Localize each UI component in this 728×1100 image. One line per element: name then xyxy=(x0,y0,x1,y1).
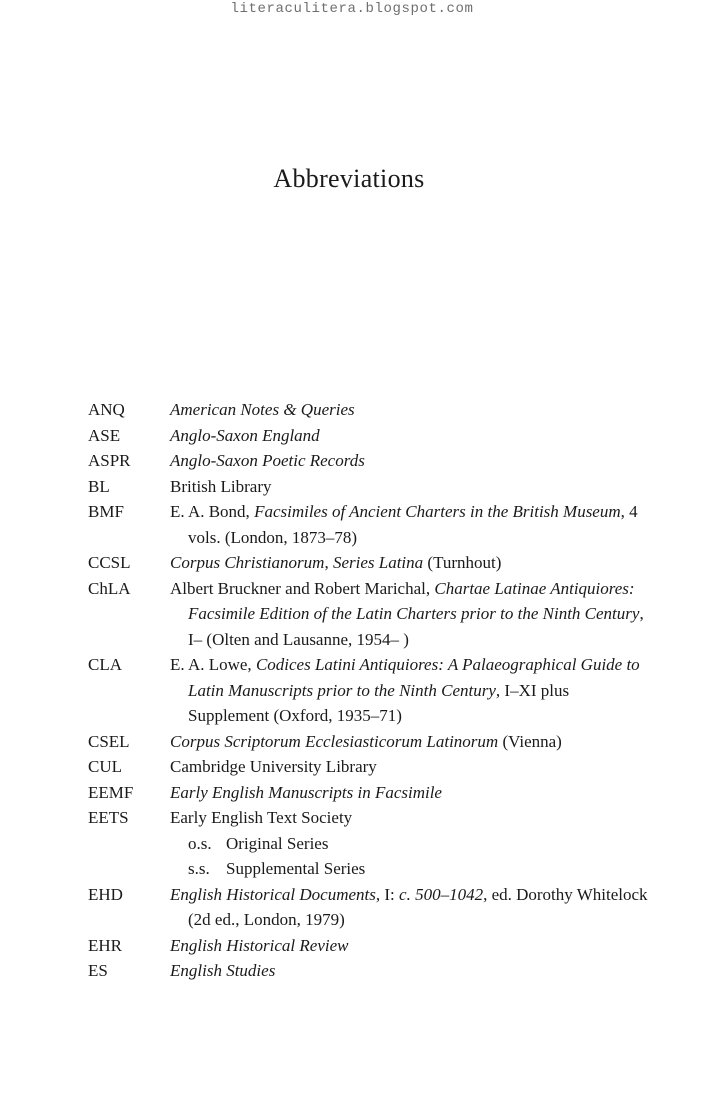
sub-entry-label: Supplemental Series xyxy=(226,859,366,878)
sub-entry xyxy=(88,831,648,857)
abbreviation-definition xyxy=(170,499,648,550)
abbreviation-entry xyxy=(88,754,648,780)
abbreviation-definition xyxy=(170,958,648,984)
abbreviation-code: CUL xyxy=(88,757,122,776)
abbreviation-code: BL xyxy=(88,476,110,496)
abbreviation-definition xyxy=(170,397,648,423)
abbreviation-entry xyxy=(88,499,648,550)
definition-italic-text: Codices Latini Antiquiores: A Palaeographical Guide to Latin Manuscripts prior to the Ninth Century xyxy=(188,655,640,700)
definition-text: , 4 vols. (London, 1873–78) xyxy=(188,502,638,547)
abbreviation-code: EHR xyxy=(88,935,122,955)
abbreviation-definition xyxy=(170,448,648,474)
definition-text: , I: xyxy=(375,884,400,904)
abbreviation-entry xyxy=(88,729,648,755)
abbreviation-definition xyxy=(170,805,648,831)
abbreviation-definition xyxy=(170,550,648,576)
definition-italic-text: Corpus Christianorum xyxy=(170,553,325,572)
abbreviation-code: EHD xyxy=(88,884,123,904)
abbreviation-definition xyxy=(170,754,648,780)
abbreviation-code: CSEL xyxy=(88,731,130,751)
abbreviation-entry xyxy=(88,397,648,423)
definition-italic-text: Anglo-Saxon England xyxy=(170,425,320,445)
abbreviation-entry xyxy=(88,550,648,576)
abbreviation-entry xyxy=(88,958,648,984)
abbreviation-definition xyxy=(170,933,648,959)
definition-italic-text: Facsimiles of Ancient Charters in the British Museum xyxy=(254,502,621,521)
definition-text: , ed. Dorothy Whitelock (2d ed., London, 1979) xyxy=(188,884,648,929)
abbreviation-entry xyxy=(88,805,648,831)
definition-text: Early English Text Society xyxy=(170,808,353,827)
abbreviation-definition xyxy=(170,729,648,755)
abbreviation-code: ANQ xyxy=(88,400,125,419)
page-title: Abbreviations xyxy=(273,164,425,193)
abbreviation-code: ASE xyxy=(88,425,121,445)
definition-italic-text: Early English Manuscripts in Facsimile xyxy=(170,782,442,802)
abbreviation-definition xyxy=(170,652,648,729)
definition-text: (Vienna) xyxy=(498,731,562,751)
definition-text: British Library xyxy=(170,476,272,496)
abbreviation-list xyxy=(88,397,648,984)
definition-text: E. A. Bond, xyxy=(170,502,255,521)
abbreviation-code: ASPR xyxy=(88,451,131,470)
definition-text: Cambridge University Library xyxy=(170,757,377,776)
abbreviation-definition xyxy=(170,780,648,806)
definition-text: E. A. Lowe, xyxy=(170,655,256,674)
definition-text: Albert Bruckner and Robert Marichal, xyxy=(170,578,435,598)
abbreviation-definition xyxy=(170,882,648,933)
definition-italic-text: English Studies xyxy=(170,961,276,980)
abbreviation-definition xyxy=(170,576,648,653)
definition-italic-text: c. 500–1042 xyxy=(399,884,484,904)
definition-italic-text: Chartae Latinae Antiquiores: Facsimile Edition of the Latin Charters prior to the Ninth Century xyxy=(188,578,640,623)
definition-italic-text: English Historical Review xyxy=(170,935,349,955)
abbreviation-entry xyxy=(88,474,648,500)
sub-entry-code: s.s. xyxy=(188,859,210,878)
sub-entry-code: o.s. xyxy=(188,833,212,853)
sub-entry xyxy=(88,856,648,882)
abbreviation-code: CCSL xyxy=(88,553,131,572)
definition-text: , xyxy=(324,553,333,572)
abbreviation-entry xyxy=(88,448,648,474)
abbreviation-entry xyxy=(88,882,648,933)
abbreviation-code: CLA xyxy=(88,655,122,674)
abbreviation-entry xyxy=(88,780,648,806)
abbreviation-entry xyxy=(88,576,648,653)
definition-italic-text: English Historical Documents xyxy=(170,884,376,904)
abbreviation-code: BMF xyxy=(88,502,124,521)
watermark-url: literaculitera.blogspot.com xyxy=(230,1,474,17)
abbreviation-entry xyxy=(88,652,648,729)
definition-italic-text: Series Latina xyxy=(332,553,424,572)
definition-italic-text: Anglo-Saxon Poetic Records xyxy=(170,451,365,470)
abbreviation-definition xyxy=(170,423,648,449)
definition-italic-text: American Notes & Queries xyxy=(170,400,355,419)
abbreviation-entry xyxy=(88,423,648,449)
abbreviation-code: EETS xyxy=(88,808,129,827)
abbreviation-code: ES xyxy=(88,961,108,980)
definition-text: , I–XI plus Supplement (Oxford, 1935–71) xyxy=(188,680,570,725)
abbreviation-definition xyxy=(170,474,648,500)
abbreviation-entry xyxy=(88,933,648,959)
definition-italic-text: Corpus Scriptorum Ecclesiasticorum Latinorum xyxy=(170,731,499,751)
definition-text: (Turnhout) xyxy=(423,553,502,572)
definition-text: , I– (Olten and Lausanne, 1954– ) xyxy=(188,604,644,649)
abbreviation-code: ChLA xyxy=(88,578,131,598)
abbreviation-code: EEMF xyxy=(88,782,134,802)
sub-entry-label: Original Series xyxy=(226,833,329,853)
